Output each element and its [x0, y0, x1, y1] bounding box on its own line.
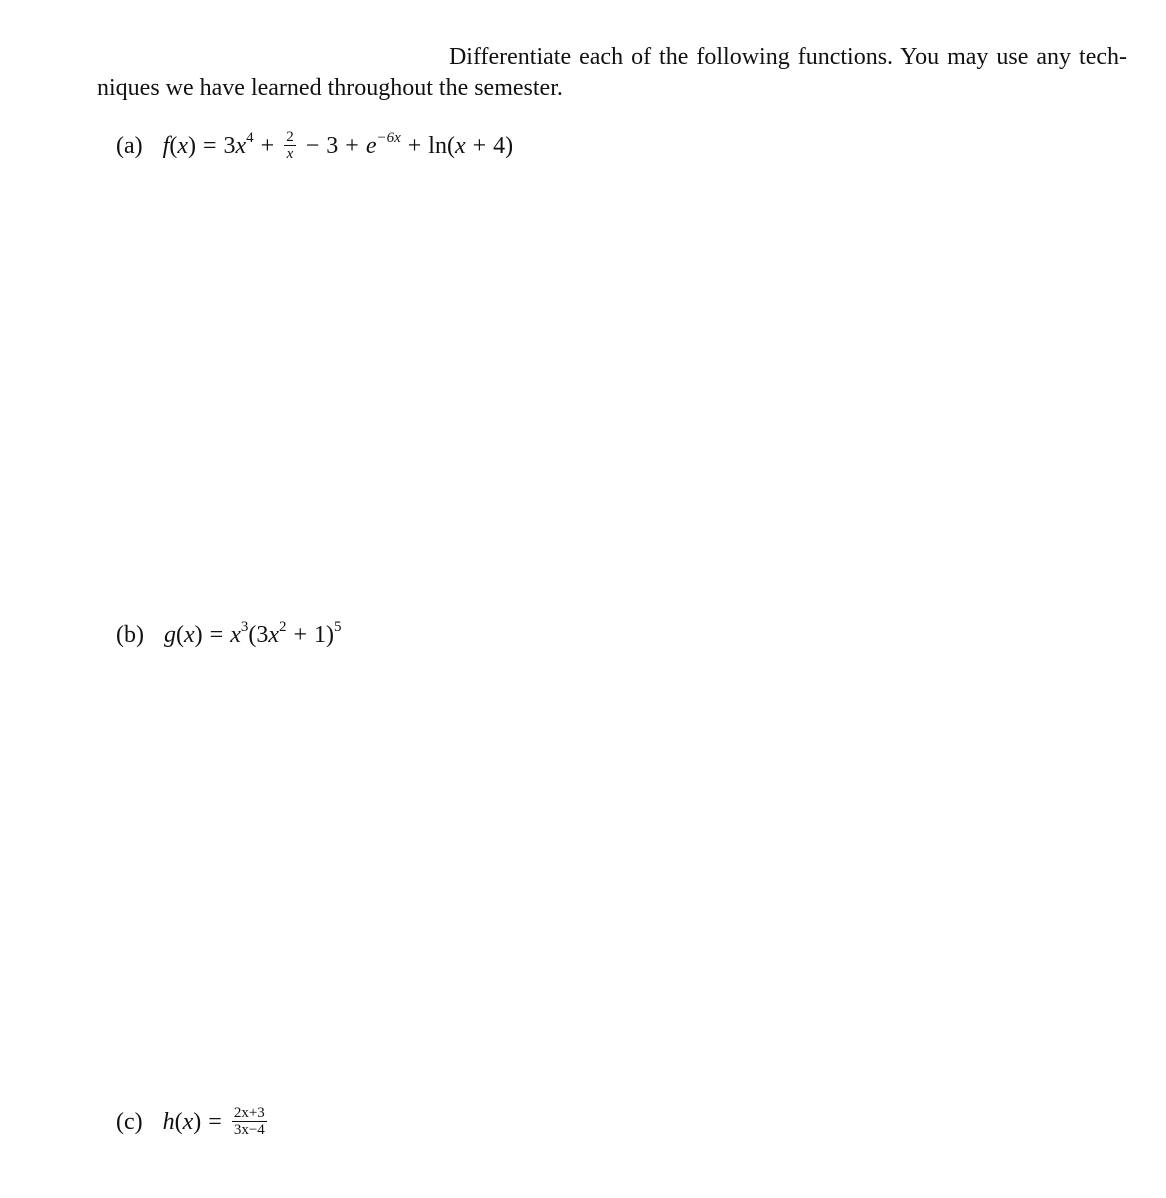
log-function: ln [428, 133, 447, 159]
function-name: h [162, 1109, 175, 1135]
log-shift: 4 [493, 133, 506, 159]
problem-c-label: (c) [116, 1109, 143, 1135]
paren-exponent: 5 [334, 619, 342, 635]
variable: x [230, 622, 241, 648]
variable: x [235, 133, 247, 159]
term-exponent: 4 [246, 130, 254, 146]
constant-term: 3 [326, 133, 339, 159]
problem-c-equation: h(x) = $\frac{2x+3}{3x-4}$ [162, 1104, 265, 1138]
problem-b [116, 620, 342, 650]
instructions-line-1: Differentiate each of the following functions. You may use any tech- [448, 44, 1127, 70]
fraction-numerator: 2x+3 [233, 1104, 265, 1121]
problem-b-label: (b) [116, 622, 144, 648]
fraction [232, 1106, 267, 1137]
inner-exponent: 2 [279, 619, 287, 635]
problem-b-equation: $g(x) = x^3(3x^2 + 1)^5$ [163, 619, 342, 648]
term-coefficient: 3 [223, 133, 236, 159]
variable: x [183, 622, 195, 648]
function-name: g [163, 622, 176, 648]
fraction [284, 130, 296, 161]
variable: x [182, 1109, 194, 1135]
function-name: f [162, 133, 170, 159]
inner-constant: 1 [314, 622, 327, 648]
fraction-denominator: 3x−4 [233, 1121, 265, 1138]
variable: x [268, 622, 279, 648]
fraction-numerator: 2 [286, 128, 294, 145]
instructions [97, 42, 1127, 104]
variable: x [177, 133, 188, 159]
exponential-base: e [365, 133, 377, 159]
instructions-line-2: niques we have learned throughout the semester. [97, 75, 563, 101]
problem-a [116, 128, 514, 163]
inner-coefficient: 3 [256, 622, 269, 648]
variable: x [454, 133, 466, 159]
problem-c [116, 1104, 270, 1139]
exponential-power: −6x [376, 130, 401, 146]
problem-a-equation: $f(x) = 3x^4$ + $\frac{2}{x}$ − $3 + e^{-6x} + \ln(x + 4)$ [162, 128, 514, 162]
fraction-denominator: x [286, 145, 294, 162]
problem-a-label: (a) [116, 133, 143, 159]
outer-exponent: 3 [240, 619, 249, 635]
